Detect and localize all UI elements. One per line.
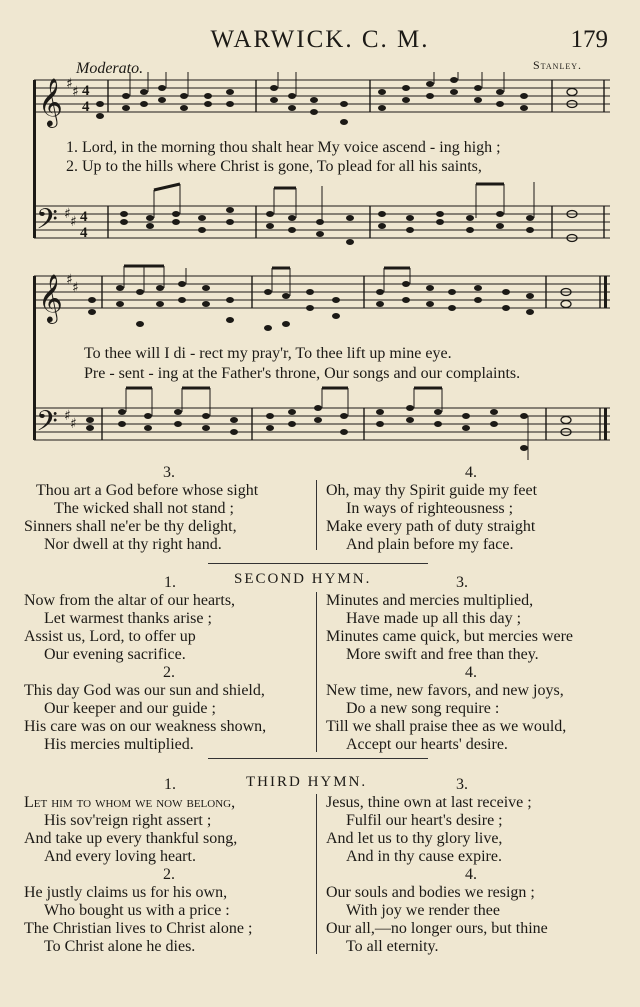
verse-4	[326, 464, 616, 554]
verse-line: New time, new favors, and new joys,	[326, 682, 564, 699]
verse-line: Our all,—no longer ours, but thine	[326, 920, 548, 937]
verse-line: His mercies multiplied.	[44, 736, 194, 753]
third-hymn-right-column	[326, 776, 616, 956]
warwick-verses	[24, 464, 616, 554]
verse-number: 2.	[163, 664, 175, 681]
svg-text:♯: ♯	[64, 206, 71, 222]
verse-line: Do a new song require :	[346, 700, 500, 717]
verse-number: 4.	[465, 866, 477, 883]
svg-text:𝄢: 𝄢	[36, 405, 58, 445]
verse-line: He justly claims us for his own,	[24, 884, 228, 901]
verse-number: 3.	[163, 464, 175, 481]
tempo-marking: Moderato.	[76, 60, 144, 77]
verse-line: Thou art a God before whose sight	[36, 482, 259, 499]
svg-text:𝄢: 𝄢	[36, 203, 58, 243]
verse-line: This day God was our sun and shield,	[24, 682, 265, 699]
third-hymn-heading: THIRD HYMN.	[246, 774, 368, 790]
verse-line: The wicked shall not stand ;	[54, 500, 234, 517]
verse-line: The Christian lives to Christ alone ;	[24, 920, 253, 937]
hymn-tune-title: WARWICK. C. M.	[210, 26, 430, 53]
page-number: 179	[570, 26, 608, 53]
svg-text:𝄞: 𝄞	[38, 77, 63, 126]
lyric-line-verse-1-cont: To thee will I di - rect my pray'r, To thee lift up mine eye.	[84, 345, 452, 362]
verse-line: Have made up all this day ;	[346, 610, 522, 627]
verse-line: Minutes came quick, but mercies were	[326, 628, 574, 645]
verse-line: Now from the altar of our hearts,	[24, 592, 236, 609]
verse-line: Let him to whom we now belong,	[24, 794, 236, 811]
verse-number: 4.	[465, 664, 477, 681]
verse-number: 4.	[465, 464, 477, 481]
svg-text:♯: ♯	[72, 280, 79, 296]
svg-text:♯: ♯	[66, 76, 73, 92]
svg-text:♯: ♯	[66, 272, 73, 288]
column-divider	[316, 794, 317, 954]
verse-line: In ways of righteousness ;	[346, 500, 514, 517]
verse-line: Oh, may thy Spirit guide my feet	[326, 482, 538, 499]
section-rule	[208, 758, 428, 759]
verse-number: 3.	[456, 574, 468, 591]
verse-line: Let warmest thanks arise ;	[44, 610, 212, 627]
verse-line: And every loving heart.	[44, 848, 196, 865]
verse-line: Who bought us with a price :	[44, 902, 230, 919]
lyric-line-verse-2-cont: Pre - sent - ing at the Father's throne, Our songs and our complaints.	[84, 365, 521, 382]
second-hymn-verses	[24, 574, 616, 754]
verse-line: His care was on our weakness shown,	[24, 718, 267, 735]
svg-text:♯: ♯	[64, 408, 71, 424]
verse-line: Sinners shall ne'er be thy delight,	[24, 518, 237, 535]
svg-text:♯: ♯	[70, 416, 77, 432]
section-rule	[208, 563, 428, 564]
verse-line: Our souls and bodies we resign ;	[326, 884, 535, 901]
column-divider	[316, 480, 317, 550]
svg-text:𝄞: 𝄞	[38, 273, 63, 322]
verse-line: More swift and free than they.	[346, 646, 539, 663]
third-hymn-verses	[24, 776, 616, 956]
verse-line: Till we shall praise thee as we would,	[326, 718, 567, 735]
verse-line: To all eternity.	[346, 938, 439, 955]
svg-text:4: 4	[80, 209, 88, 225]
verse-line: Accept our hearts' desire.	[346, 736, 508, 753]
second-hymn-heading: SECOND HYMN.	[234, 571, 372, 587]
verse-line: Assist us, Lord, to offer up	[24, 628, 196, 645]
verse-line: And plain before my face.	[346, 536, 514, 553]
verse-number: 1.	[164, 574, 176, 591]
verse-line: With joy we render thee	[346, 902, 500, 919]
verse-3	[24, 464, 314, 554]
second-hymn-left-column	[24, 574, 314, 754]
svg-text:4: 4	[80, 225, 88, 241]
verse-line: And take up every thankful song,	[24, 830, 238, 847]
verse-line: Minutes and mercies multiplied,	[326, 592, 534, 609]
composer-name: Stanley.	[532, 58, 582, 72]
second-hymn-right-column	[326, 574, 616, 754]
column-divider	[316, 592, 317, 752]
verse-number: 1.	[164, 776, 176, 793]
verse-number: 3.	[456, 776, 468, 793]
verse-line: Our evening sacrifice.	[44, 646, 186, 663]
svg-text:4: 4	[82, 99, 90, 115]
svg-text:♯: ♯	[70, 214, 77, 230]
verse-line: Nor dwell at thy right hand.	[44, 536, 222, 553]
svg-text:♯: ♯	[72, 84, 79, 100]
verse-line: His sov'reign right assert ;	[44, 812, 212, 829]
verse-line: Jesus, thine own at last receive ;	[326, 794, 532, 811]
verse-line: Our keeper and our guide ;	[44, 700, 216, 717]
verse-line: Make every path of duty straight	[326, 518, 536, 535]
verse-line: And let us to thy glory live,	[326, 830, 503, 847]
lyric-line-verse-1: 1. Lord, in the morning thou shalt hear My voice ascend - ing high ;	[66, 139, 501, 156]
verse-line: And in thy cause expire.	[346, 848, 502, 865]
verse-line: To Christ alone he dies.	[44, 938, 196, 955]
verse-number: 2.	[163, 866, 175, 883]
third-hymn-left-column	[24, 776, 314, 956]
verse-line: Fulfil our heart's desire ;	[346, 812, 503, 829]
svg-text:4: 4	[82, 83, 90, 99]
lyric-line-verse-2: 2. Up to the hills where Christ is gone, To plead for all his saints,	[66, 158, 482, 175]
